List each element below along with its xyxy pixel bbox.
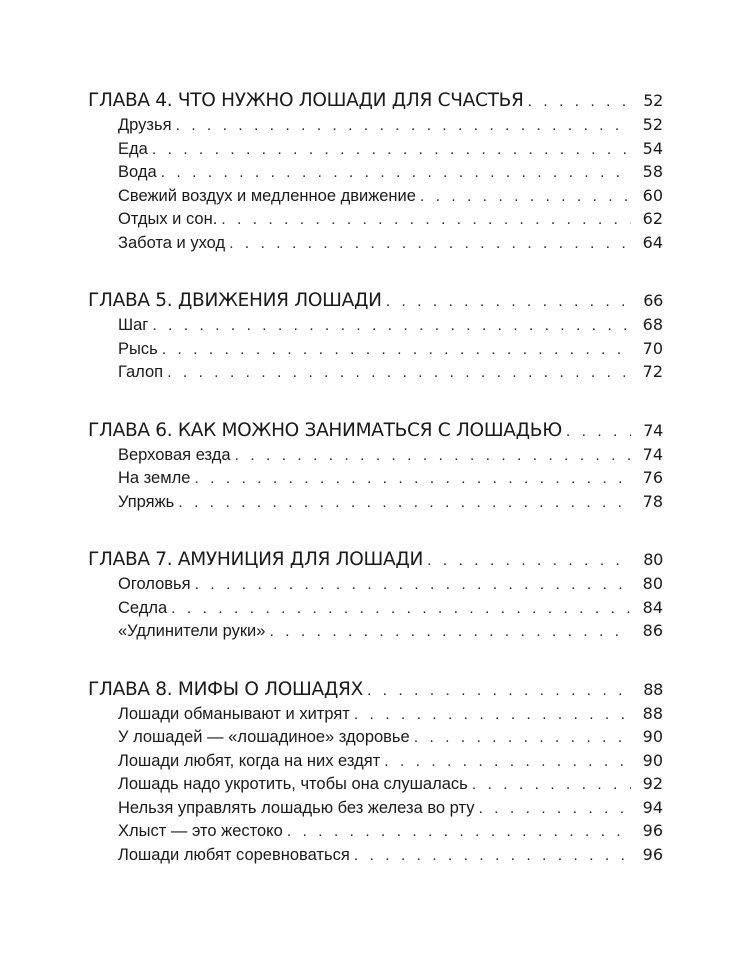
dot-leader	[167, 361, 631, 385]
chapter-heading: ГЛАВА 7. АМУНИЦИЯ ДЛЯ ЛОШАДИ	[88, 549, 424, 570]
toc-entry-title: У лошадей — «лошадиное» здоровье	[118, 728, 410, 746]
dot-leader	[235, 444, 631, 468]
toc-entry-page-number: 58	[642, 162, 663, 181]
dot-leader	[420, 185, 631, 209]
dot-leader	[195, 573, 631, 597]
chapter-page-number: 88	[643, 679, 663, 699]
toc-entry[interactable]	[88, 619, 663, 643]
toc-entry-title: Хлыст — это жестоко	[118, 822, 283, 840]
dot-leader	[287, 820, 631, 844]
dot-leader	[386, 289, 631, 314]
toc-entry[interactable]	[88, 360, 663, 384]
toc-entry[interactable]	[88, 466, 663, 490]
dot-leader	[162, 338, 631, 362]
dot-leader	[478, 797, 631, 821]
toc-entry-title: Седла	[118, 598, 168, 617]
toc-entry[interactable]	[88, 231, 663, 255]
toc-entry[interactable]	[88, 490, 663, 514]
chapter-section	[88, 418, 663, 514]
toc-entry-title: Упряжь	[118, 492, 175, 511]
toc-entry-page-number: 76	[642, 468, 663, 487]
toc-entry[interactable]	[88, 596, 663, 620]
dot-leader	[354, 844, 631, 868]
dot-leader	[161, 161, 631, 185]
toc-entry[interactable]	[88, 572, 663, 596]
toc-entry-page-number: 60	[642, 185, 663, 205]
toc-entry-title: «Удлинители руки»	[118, 622, 266, 640]
toc-entry[interactable]	[88, 843, 663, 867]
toc-entry-title: Верховая езда	[118, 445, 231, 464]
chapter-heading-row[interactable]	[88, 88, 663, 113]
toc-entry[interactable]	[88, 702, 663, 726]
toc-entry-title: Шаг	[118, 316, 149, 334]
toc-entry[interactable]	[88, 137, 663, 161]
dot-leader	[354, 703, 631, 727]
toc-entry[interactable]	[88, 207, 663, 231]
chapter-heading: ГЛАВА 6. КАК МОЖНО ЗАНИМАТЬСЯ С ЛОШАДЬЮ	[88, 419, 562, 441]
dot-leader	[528, 89, 631, 114]
toc-entry[interactable]	[88, 184, 663, 208]
dot-leader	[171, 597, 631, 621]
toc-entry[interactable]	[88, 725, 663, 749]
toc-entry-page-number: 52	[642, 115, 663, 134]
toc-entry[interactable]	[88, 819, 663, 843]
dot-leader	[367, 678, 631, 703]
toc-entry-page-number: 70	[642, 338, 663, 358]
toc-entry[interactable]	[88, 337, 663, 361]
toc-entry-title: Нельзя управлять лошадью без железа во рту	[118, 798, 475, 817]
toc-entry-page-number: 80	[642, 574, 663, 593]
toc-entry-page-number: 84	[642, 597, 663, 617]
dot-leader	[152, 138, 631, 162]
dot-leader	[176, 114, 631, 138]
chapter-section	[88, 677, 663, 867]
toc-entry-page-number: 68	[642, 315, 663, 334]
toc-entry-title: Лошадь надо укротить, чтобы она слушалась	[118, 775, 468, 793]
chapter-heading-row[interactable]	[88, 288, 663, 313]
toc-entry-title: Лошади любят соревноваться	[118, 845, 350, 864]
toc-entry[interactable]	[88, 160, 663, 184]
chapter-page-number: 74	[643, 420, 663, 440]
toc-entry-page-number: 96	[642, 821, 663, 840]
chapter-heading-row[interactable]	[88, 547, 663, 572]
chapter-page-number: 80	[643, 550, 663, 569]
toc-entry-page-number: 90	[642, 750, 663, 770]
toc-entry-page-number: 96	[642, 844, 663, 864]
toc-entry-title: Вода	[118, 163, 157, 181]
toc-entry-title: Забота и уход	[118, 233, 226, 252]
chapter-heading: ГЛАВА 4. ЧТО НУЖНО ЛОШАДИ ДЛЯ СЧАСТЬЯ	[88, 90, 524, 111]
toc-entry[interactable]	[88, 796, 663, 820]
chapter-heading: ГЛАВА 8. МИФЫ О ЛОШАДЯХ	[88, 678, 363, 700]
toc-entry[interactable]	[88, 113, 663, 137]
toc-entry-page-number: 64	[642, 232, 663, 252]
toc-entry-page-number: 92	[642, 774, 663, 793]
toc-entry-title: Галоп	[118, 363, 164, 381]
chapter-page-number: 52	[643, 91, 663, 110]
dot-leader	[472, 773, 631, 797]
toc-entry-page-number: 74	[642, 444, 663, 464]
dot-leader	[269, 620, 631, 644]
dot-leader	[566, 419, 631, 444]
toc-entry-title: Лошади любят, когда на них ездят	[118, 751, 381, 770]
chapter-heading: ГЛАВА 5. ДВИЖЕНИЯ ЛОШАДИ	[88, 290, 382, 311]
toc-entry-page-number: 90	[642, 727, 663, 746]
chapter-section	[88, 88, 663, 254]
toc-entry-page-number: 86	[642, 621, 663, 640]
toc-entry-title: Отдых и сон.	[118, 210, 218, 228]
chapter-heading-row[interactable]	[88, 677, 663, 702]
table-of-contents	[88, 88, 663, 900]
dot-leader	[221, 208, 631, 232]
toc-entry-page-number: 54	[642, 138, 663, 158]
toc-entry-title: Друзья	[118, 116, 172, 134]
dot-leader	[194, 467, 631, 491]
toc-entry-title: Еда	[118, 139, 148, 158]
toc-entry-page-number: 94	[642, 797, 663, 817]
toc-entry[interactable]	[88, 443, 663, 467]
dot-leader	[427, 548, 631, 573]
toc-entry-page-number: 88	[642, 703, 663, 723]
chapter-page-number: 66	[643, 291, 663, 310]
chapter-section	[88, 547, 663, 643]
chapter-heading-row[interactable]	[88, 418, 663, 443]
toc-entry-title: Оголовья	[118, 575, 191, 593]
toc-entry-page-number: 72	[642, 362, 663, 381]
toc-entry-page-number: 78	[642, 491, 663, 511]
dot-leader	[414, 726, 631, 750]
chapter-section	[88, 288, 663, 384]
toc-entry[interactable]	[88, 772, 663, 796]
toc-entry-page-number: 62	[642, 209, 663, 228]
dot-leader	[152, 314, 631, 338]
toc-entry[interactable]	[88, 313, 663, 337]
toc-entry[interactable]	[88, 749, 663, 773]
toc-entry-title: На земле	[118, 469, 191, 487]
dot-leader	[384, 750, 631, 774]
dot-leader	[229, 232, 631, 256]
toc-entry-title: Рысь	[118, 339, 158, 358]
toc-entry-title: Лошади обманывают и хитрят	[118, 704, 350, 723]
toc-entry-title: Свежий воздух и медленное движение	[118, 186, 416, 205]
dot-leader	[178, 491, 631, 515]
